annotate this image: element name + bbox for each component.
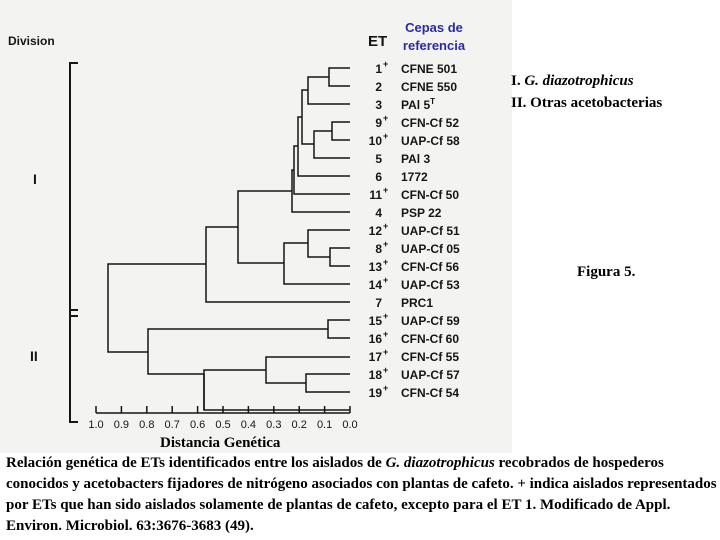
leaf-plus-marker: +: [383, 383, 389, 393]
leaf-et-number: 8: [375, 242, 382, 256]
leaf-strain-name: CFN-Cf 50: [401, 188, 460, 202]
axis-tick-label: 1.0: [88, 419, 104, 431]
leaf-strain-name: CFN-Cf 52: [401, 116, 460, 130]
leaf-row: [369, 185, 459, 202]
axis-tick-label: 0.7: [164, 419, 180, 431]
division-II-label: II: [30, 348, 38, 364]
leaf-et-number: 5: [375, 152, 382, 166]
leaf-plus-marker: +: [383, 311, 389, 321]
leaf-et-number: 11: [369, 188, 382, 202]
leaf-strain-name: CFNE 550: [401, 80, 458, 94]
axis-tick-label: 0.5: [215, 419, 231, 431]
leaf-et-number: 1: [375, 62, 382, 76]
leaf-strain-name: PAl 3: [401, 152, 431, 166]
leaf-et-number: 15: [368, 314, 382, 328]
leaf-plus-marker: +: [383, 257, 389, 267]
leaf-et-number: 18: [368, 368, 382, 382]
caption-part1: Relación genética de ETs identificados entre los aislados de: [6, 455, 386, 471]
axis-tick-label: 0.6: [189, 419, 206, 431]
axis-tick-label: 0.4: [240, 419, 257, 431]
leaf-strain-name: UAP-Cf 51: [401, 224, 460, 238]
leaf-row: [369, 347, 460, 364]
leaf-row: [375, 113, 459, 130]
leaf-et-number: 6: [375, 170, 382, 184]
leaf-row: [375, 206, 441, 220]
leaf-plus-marker: +: [383, 221, 389, 231]
leaf-plus-marker: +: [383, 185, 389, 195]
leaf-strain-name: PSP 22: [401, 206, 442, 220]
leaf-strain-name: CFNE 501: [401, 62, 458, 76]
axis-tick-label: 0.3: [266, 419, 282, 431]
leaf-strain-name: PRC1: [401, 296, 434, 310]
axis-tick-label: 0.2: [291, 419, 307, 431]
division-heading: Division: [8, 34, 55, 48]
leaf-row: [375, 152, 430, 166]
leaf-row: [375, 239, 460, 256]
division-I-bracket: [70, 63, 78, 316]
leaf-et-number: 9: [375, 116, 382, 130]
leaf-plus-marker: +: [383, 347, 389, 357]
leaf-et-number: 2: [375, 80, 382, 94]
caption-part2: recobrados de hospederos conocidos y acetobacters fijadores de nitrógeno asociados con plantas de cafeto. + indica aislados representados por ETs que han sido aislados solamente de plantas de cafeto, excepto para el ET 1. Modificado de Appl. Environ. Microbiol. 63:3676-3683 (49).: [6, 455, 717, 534]
leaf-row: [375, 170, 428, 184]
caption-species: G. diazotrophicus: [385, 455, 495, 471]
leaf-row: [369, 383, 460, 400]
leaf-strain-name: UAP-Cf 53: [401, 278, 460, 292]
axis-tick-label: 0.1: [316, 419, 333, 431]
legend-numeral-I: I.: [511, 73, 521, 89]
leaf-strain-name: UAP-Cf 05: [401, 242, 460, 256]
axis-tick-label: 0.0: [342, 419, 358, 431]
leaf-strain-name: CFN-Cf 55: [401, 350, 460, 364]
legend-division-II: II. Otras acetobacterias: [511, 95, 663, 111]
leaf-labels: [369, 59, 460, 400]
figure-caption: [6, 453, 718, 537]
leaf-strain-name: PAl $5^T$: [401, 97, 436, 112]
leaf-et-number: 19: [368, 386, 382, 400]
leaf-plus-marker: +: [383, 59, 389, 69]
reference-heading-line1: Cepas de: [405, 20, 463, 35]
leaf-plus-marker: +: [383, 131, 389, 141]
axis-tick-label: 0.8: [139, 419, 155, 431]
et-heading: ET: [368, 33, 388, 50]
leaf-strain-name: CFN-Cf 60: [401, 332, 460, 346]
leaf-strain-name: UAP-Cf 58: [401, 134, 460, 148]
leaf-row: [375, 80, 457, 94]
dendrogram-tree: [108, 68, 350, 410]
leaf-et-number: 7: [375, 296, 382, 310]
axis-tick-label: 0.9: [113, 419, 130, 431]
leaf-plus-marker: +: [383, 365, 389, 375]
leaf-et-number: 13: [368, 260, 382, 274]
legend-division-I: [511, 73, 634, 90]
leaf-et-number: 17: [368, 350, 382, 364]
leaf-row: [369, 131, 460, 148]
leaf-plus-marker: +: [383, 329, 389, 339]
reference-heading-line2: referencia: [402, 38, 466, 53]
division-I-label: I: [33, 171, 37, 187]
leaf-et-number: 4: [375, 206, 382, 220]
figure-label: Figura 5.: [577, 264, 636, 280]
leaf-row: [369, 275, 460, 292]
leaf-row: [369, 365, 460, 382]
leaf-row: [375, 59, 457, 76]
division-II-bracket: [70, 310, 78, 422]
legend-species: G. diazotrophicus: [524, 73, 634, 89]
leaf-et-number: 3: [375, 98, 382, 112]
leaf-row: [369, 311, 460, 328]
division-brackets: [70, 63, 78, 422]
leaf-row: [369, 257, 460, 274]
axis-label: Distancia Genética: [160, 435, 281, 451]
leaf-et-number: 12: [368, 224, 382, 238]
leaf-et-number: 14: [368, 278, 382, 292]
leaf-strain-name: UAP-Cf 57: [401, 368, 460, 382]
leaf-strain-name: UAP-Cf 59: [401, 314, 460, 328]
leaf-row: [369, 221, 460, 238]
leaf-row: [375, 97, 435, 112]
leaf-plus-marker: +: [383, 113, 389, 123]
leaf-et-number: 10: [368, 134, 382, 148]
leaf-plus-marker: +: [383, 239, 389, 249]
leaf-strain-name: CFN-Cf 54: [401, 386, 460, 400]
leaf-superscript: T: [430, 97, 436, 106]
leaf-et-number: 16: [368, 332, 382, 346]
leaf-plus-marker: +: [383, 275, 389, 285]
leaf-strain-name: CFN-Cf 56: [401, 260, 460, 274]
leaf-row: [375, 296, 433, 310]
leaf-strain-name: 1772: [401, 170, 428, 184]
leaf-row: [369, 329, 460, 346]
